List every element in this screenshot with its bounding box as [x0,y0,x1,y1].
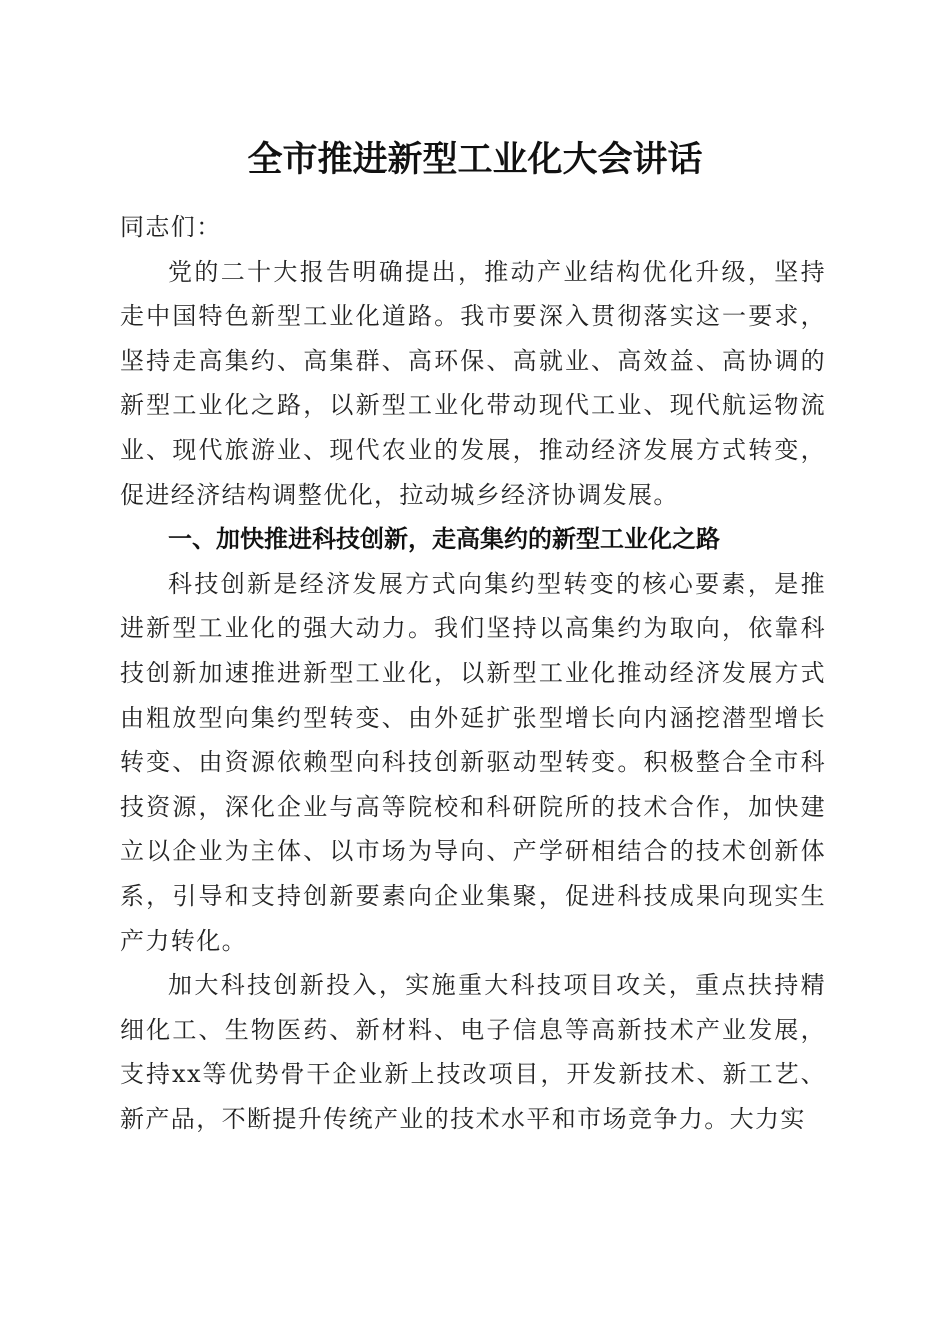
section-paragraph: 加大科技创新投入，实施重大科技项目攻关，重点扶持精细化工、生物医药、新材料、电子信息等高新技术产业发展，支持xx等优势骨干企业新上技改项目，开发新技术、新工艺、新产品，不断提升传统产业的技术水平和市场竞争力。大力实 [120,971,826,1133]
section-heading: 一、加快推进科技创新，走高集约的新型工业化之路 [168,525,720,554]
salutation: 同志们： [120,213,222,241]
document-body [120,205,826,1141]
section-paragraph: 科技创新是经济发展方式向集约型转变的核心要素，是推进新型工业化的强大动力。我们坚持以高集约为取向，依靠科技创新加速推进新型工业化，以新型工业化推动经济发展方式由粗放型向集约型转变、由外延扩张型增长向内涵挖潜型增长转变、由资源依赖型向科技创新驱动型转变。积极整合全市科技资源，深化企业与高等院校和科研院所的技术合作，加快建立以企业为主体、以市场为导向、产学研相结合的技术创新体系，引导和支持创新要素向企业集聚，促进科技成果向现实生产力转化。 [120,569,826,955]
intro-paragraph: 党的二十大报告明确提出，推动产业结构优化升级，坚持走中国特色新型工业化道路。我市要深入贯彻落实这一要求，坚持走高集约、高集群、高环保、高就业、高效益、高协调的新型工业化之路，以新型工业化带动现代工业、现代航运物流业、现代旅游业、现代农业的发展，推动经济发展方式转变，促进经济结构调整优化，拉动城乡经济协调发展。 [120,257,826,509]
document-title: 全市推进新型工业化大会讲话 [247,139,703,180]
